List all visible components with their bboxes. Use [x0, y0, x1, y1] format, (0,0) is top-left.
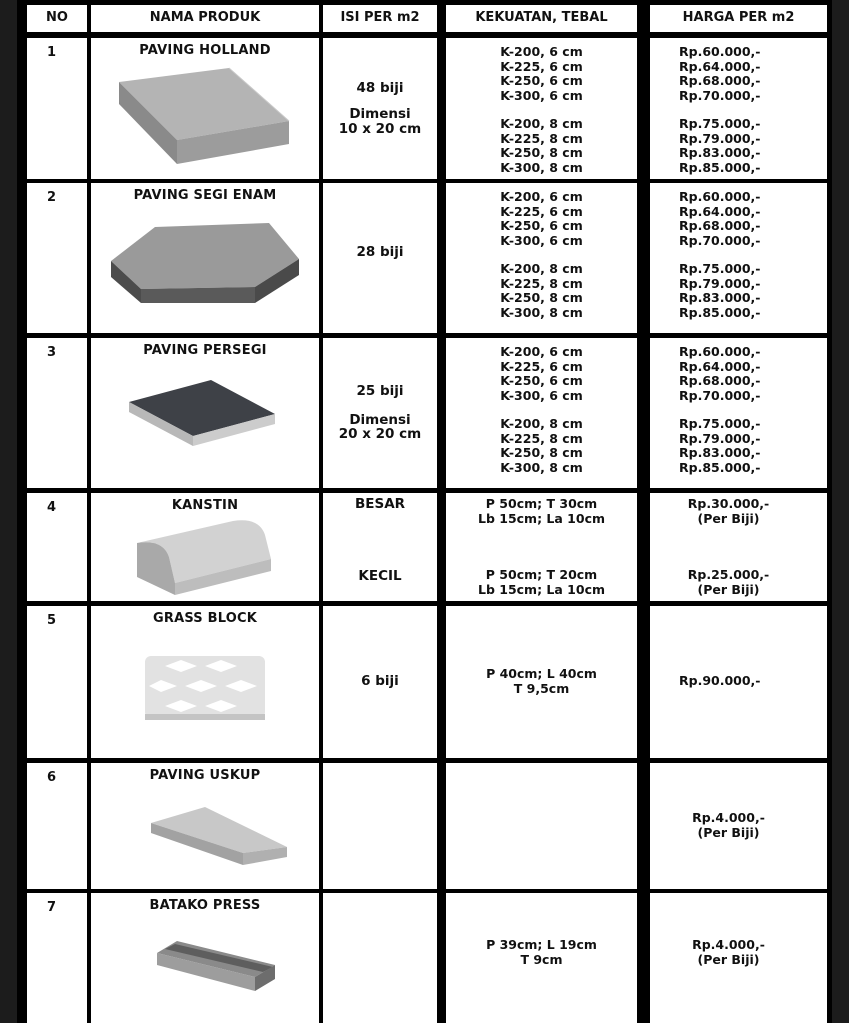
isi-besar: BESAR — [354, 496, 406, 512]
price-line: Rp.68.000,- — [679, 373, 761, 388]
spec-line: P 50cm; T 30cm — [485, 496, 598, 511]
spec-line: T 9cm — [520, 951, 563, 967]
isi-cell — [323, 606, 437, 758]
spec-line: Lb 15cm; La 10cm — [477, 510, 606, 526]
harga-cell — [650, 338, 827, 488]
product-name: BATAKO PRESS — [149, 898, 261, 913]
product-cell — [91, 763, 319, 889]
price-line: Rp.4.000,- — [692, 937, 765, 952]
spec-line: K-250, 6 cm — [500, 73, 583, 88]
kekuatan-cell — [446, 183, 637, 333]
price-line: Rp.70.000,- — [679, 387, 761, 403]
price-line: Rp.60.000,- — [679, 44, 761, 59]
product-cell — [91, 338, 319, 488]
spec-line: K-300, 6 cm — [500, 87, 583, 103]
price-line: Rp.70.000,- — [679, 87, 761, 103]
isi-dim-label: Dimensi — [349, 411, 411, 428]
product-cell — [91, 606, 319, 758]
price-line: Rp.64.000,- — [679, 58, 761, 74]
row-number: 7 — [27, 893, 87, 1023]
spec-line: K-225, 8 cm — [500, 130, 583, 146]
kanstin-icon — [133, 517, 279, 597]
price-line: Rp.85.000,- — [679, 459, 761, 475]
isi-dim-value: 20 x 20 cm — [338, 426, 422, 443]
isi-qty: 28 biji — [356, 244, 404, 260]
price-line: Rp.79.000,- — [679, 130, 761, 146]
header-nama-produk: NAMA PRODUK — [91, 5, 319, 32]
header-harga-per-m2: HARGA PER m2 — [650, 5, 827, 32]
price-line: Rp.68.000,- — [679, 73, 761, 88]
spec-line: K-250, 8 cm — [500, 145, 583, 160]
price-line: Rp.85.000,- — [679, 159, 761, 175]
spec-line: K-200, 8 cm — [500, 116, 583, 131]
isi-cell — [323, 493, 437, 601]
isi-kecil: KECIL — [358, 568, 402, 584]
price-line: Rp.64.000,- — [679, 203, 761, 219]
price-line: Rp.25.000,- — [687, 567, 770, 582]
spec-line: K-300, 8 cm — [500, 304, 583, 320]
spec-line: K-200, 8 cm — [500, 416, 583, 431]
kekuatan-cell — [446, 606, 637, 758]
kekuatan-cell — [446, 38, 637, 179]
spec-line: K-250, 8 cm — [500, 445, 583, 460]
spec-line: K-250, 6 cm — [500, 218, 583, 233]
price-line: Rp.85.000,- — [679, 304, 761, 320]
price-line: Rp.30.000,- — [687, 496, 770, 511]
product-name: PAVING USKUP — [149, 768, 261, 783]
spec-line: K-300, 8 cm — [500, 159, 583, 175]
spec-line: K-200, 6 cm — [500, 44, 583, 59]
product-cell — [91, 493, 319, 601]
isi-cell — [323, 338, 437, 488]
price-line: Rp.70.000,- — [679, 232, 761, 248]
product-cell — [91, 893, 319, 1023]
isi-dim-label: Dimensi — [349, 106, 411, 123]
row-number: 6 — [27, 763, 87, 889]
paving-persegi-icon — [127, 376, 277, 448]
product-cell — [91, 38, 319, 179]
spec-line: K-250, 6 cm — [500, 373, 583, 388]
price-line: Rp.79.000,- — [679, 275, 761, 291]
harga-cell — [650, 763, 827, 889]
product-name: PAVING SEGI ENAM — [133, 188, 277, 203]
price-line: (Per Biji) — [697, 824, 760, 840]
spec-line: K-300, 6 cm — [500, 387, 583, 403]
row-number: 2 — [27, 183, 87, 333]
isi-cell — [323, 893, 437, 1023]
price-line: Rp.83.000,- — [679, 445, 761, 460]
row-number: 4 — [27, 493, 87, 601]
harga-cell — [650, 38, 827, 179]
price-table — [17, 0, 832, 1023]
spec-line: P 50cm; T 20cm — [485, 567, 598, 582]
kekuatan-cell — [446, 763, 637, 889]
paving-segi-enam-icon — [109, 217, 301, 307]
kekuatan-cell — [446, 493, 637, 601]
harga-cell — [650, 183, 827, 333]
spec-line: K-225, 6 cm — [500, 58, 583, 74]
paving-holland-icon — [113, 66, 293, 168]
harga-cell — [650, 493, 827, 601]
row-number: 1 — [27, 38, 87, 179]
spec-line: K-200, 6 cm — [500, 344, 583, 359]
spec-line: K-250, 8 cm — [500, 290, 583, 305]
price-line: Rp.68.000,- — [679, 218, 761, 233]
price-line: Rp.75.000,- — [679, 261, 761, 276]
isi-dim-value: 10 x 20 cm — [338, 120, 422, 137]
spec-line: K-225, 8 cm — [500, 275, 583, 291]
spec-line: P 39cm; L 19cm — [486, 937, 597, 952]
price-line: Rp.79.000,- — [679, 430, 761, 446]
price-line: Rp.4.000,- — [692, 810, 765, 825]
product-cell — [91, 183, 319, 333]
isi-qty: 48 biji — [356, 79, 404, 96]
spec-line: T 9,5cm — [513, 680, 570, 696]
kekuatan-cell — [446, 338, 637, 488]
isi-qty: 6 biji — [361, 673, 399, 689]
isi-qty: 25 biji — [356, 383, 404, 400]
price-line: Rp.83.000,- — [679, 290, 761, 305]
product-name: PAVING PERSEGI — [143, 343, 267, 358]
spec-line: Lb 15cm; La 10cm — [477, 581, 606, 597]
spec-line: K-225, 6 cm — [500, 203, 583, 219]
spec-line: K-225, 6 cm — [500, 358, 583, 374]
price-line: (Per Biji) — [697, 581, 760, 597]
row-number: 5 — [27, 606, 87, 758]
harga-cell — [650, 606, 827, 758]
price-line: Rp.90.000,- — [679, 673, 761, 688]
header-isi-per-m2: ISI PER m2 — [323, 5, 437, 32]
header-no: NO — [27, 5, 87, 32]
spec-line: K-225, 8 cm — [500, 430, 583, 446]
spec-line: K-300, 6 cm — [500, 232, 583, 248]
batako-press-icon — [155, 935, 277, 997]
spec-line: P 40cm; L 40cm — [486, 666, 597, 681]
header-kekuatan-tebal: KEKUATAN, TEBAL — [446, 5, 637, 32]
price-line: Rp.75.000,- — [679, 416, 761, 431]
price-line: (Per Biji) — [697, 510, 760, 526]
price-line: Rp.60.000,- — [679, 344, 761, 359]
price-line: Rp.83.000,- — [679, 145, 761, 160]
spec-line: K-200, 8 cm — [500, 261, 583, 276]
price-line: (Per Biji) — [697, 951, 760, 967]
isi-cell — [323, 763, 437, 889]
price-line: Rp.75.000,- — [679, 116, 761, 131]
price-line: Rp.60.000,- — [679, 189, 761, 204]
row-number: 3 — [27, 338, 87, 488]
isi-cell — [323, 38, 437, 179]
product-name: GRASS BLOCK — [152, 611, 257, 626]
paving-uskup-icon — [147, 803, 293, 871]
price-line: Rp.64.000,- — [679, 358, 761, 374]
product-name: KANSTIN — [171, 498, 239, 513]
kekuatan-cell — [446, 893, 637, 1023]
grass-block-icon — [143, 652, 267, 724]
product-name: PAVING HOLLAND — [139, 43, 271, 58]
spec-line: K-200, 6 cm — [500, 189, 583, 204]
isi-cell — [323, 183, 437, 333]
spec-line: K-300, 8 cm — [500, 459, 583, 475]
harga-cell — [650, 893, 827, 1023]
